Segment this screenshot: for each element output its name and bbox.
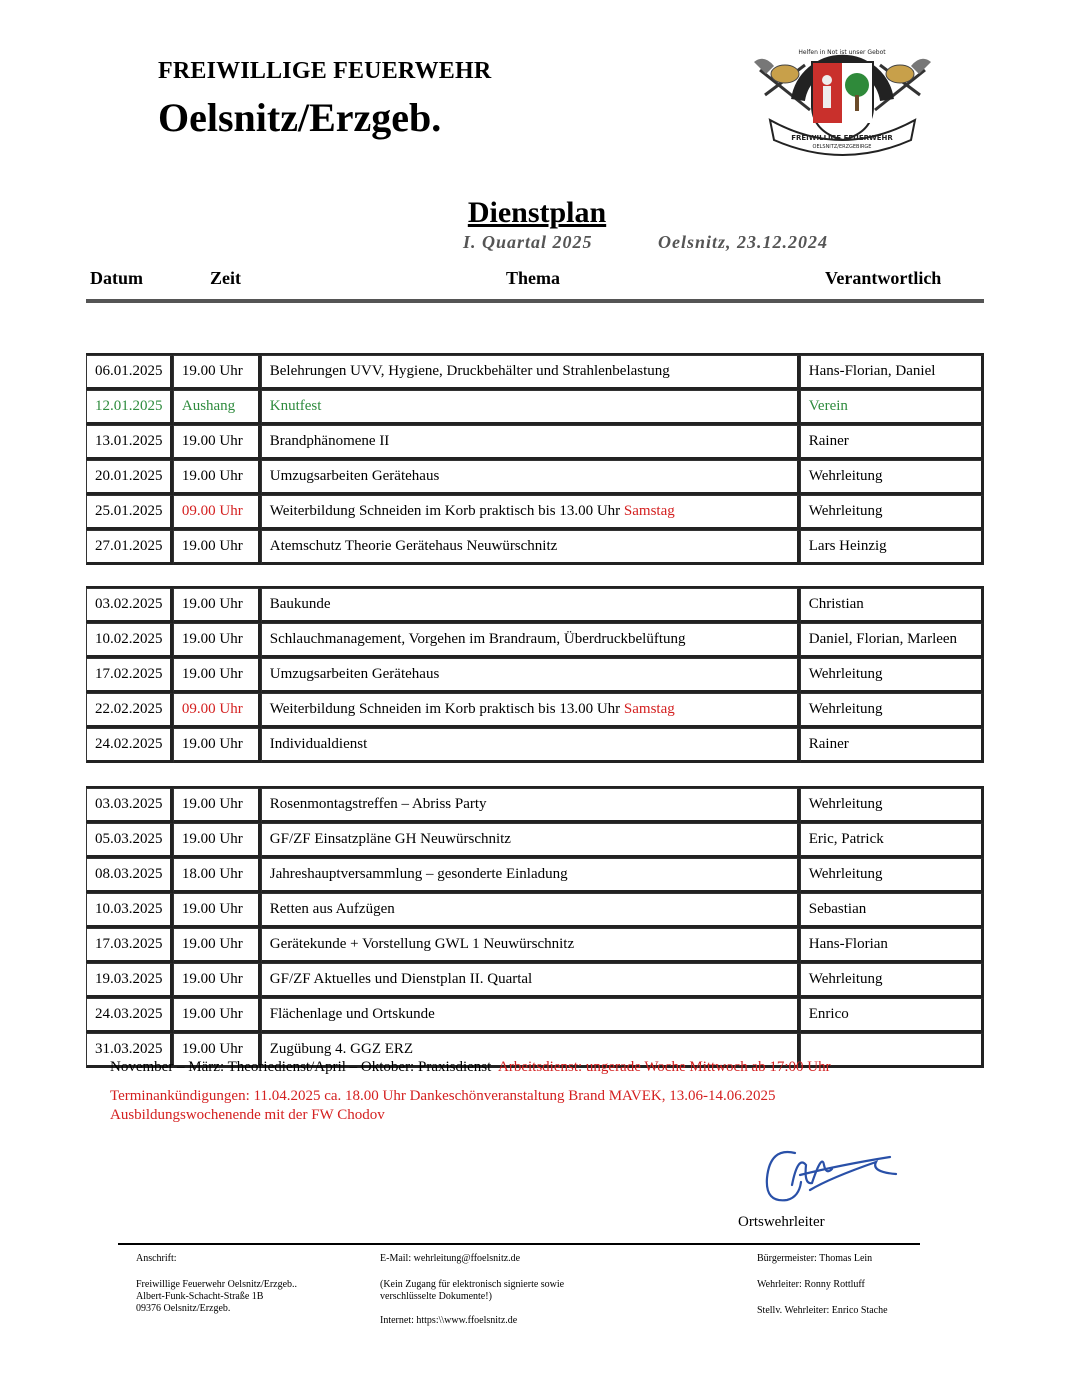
weekday-note: Samstag bbox=[623, 502, 675, 519]
cell-date bbox=[86, 588, 173, 623]
column-header-time: Zeit bbox=[210, 268, 241, 288]
cell-date bbox=[86, 728, 173, 763]
table-row bbox=[86, 928, 984, 963]
cell-responsible-text: Christian bbox=[808, 595, 864, 612]
cell-responsible-text: Wehrleitung bbox=[808, 795, 883, 812]
schedule-group-february bbox=[86, 586, 984, 763]
cell-time bbox=[173, 858, 261, 893]
cell-theme bbox=[261, 460, 800, 495]
cell-date bbox=[86, 998, 173, 1033]
cell-responsible-text: Wehrleitung bbox=[808, 467, 883, 484]
cell-responsible-text: Wehrleitung bbox=[808, 700, 883, 717]
cell-time-text: 09.00 Uhr bbox=[181, 502, 243, 519]
cell-responsible-text: Verein bbox=[808, 397, 848, 414]
place-date: Oelsnitz, 23.12.2024 bbox=[658, 232, 829, 252]
cell-responsible-text: Lars Heinzig bbox=[808, 537, 887, 554]
work-duty-note: Arbeitsdienst: ungerade Woche Mittwoch ab 17:00 Uhr bbox=[498, 1059, 831, 1075]
cell-theme bbox=[261, 728, 800, 763]
cell-responsible bbox=[800, 998, 984, 1033]
cell-date bbox=[86, 623, 173, 658]
cell-date bbox=[86, 530, 173, 565]
cell-theme-text: Knutfest bbox=[269, 397, 322, 414]
cell-theme-text: Umzugsarbeiten Gerätehaus bbox=[269, 665, 440, 682]
cell-responsible-text: Rainer bbox=[808, 735, 849, 752]
cell-date-text: 05.03.2025 bbox=[95, 830, 163, 847]
cell-time-text: 19.00 Uhr bbox=[181, 630, 243, 647]
cell-theme bbox=[261, 658, 800, 693]
table-row bbox=[86, 460, 984, 495]
cell-theme-text: Schlauchmanagement, Vorgehen im Brandraum, Überdruckbelüftung bbox=[269, 630, 686, 647]
cell-time bbox=[173, 963, 261, 998]
cell-theme-text: GF/ZF Aktuelles und Dienstplan II. Quartal bbox=[269, 970, 533, 987]
cell-time-text: 19.00 Uhr bbox=[181, 432, 243, 449]
table-row bbox=[86, 658, 984, 693]
cell-date bbox=[86, 460, 173, 495]
cell-time bbox=[173, 588, 261, 623]
cell-date-text: 17.02.2025 bbox=[95, 665, 163, 682]
service-note bbox=[110, 1059, 831, 1076]
signature-icon bbox=[740, 1135, 920, 1210]
cell-time bbox=[173, 893, 261, 928]
cell-date-text: 03.02.2025 bbox=[95, 595, 163, 612]
cell-date-text: 03.03.2025 bbox=[95, 795, 163, 812]
cell-time-text: 19.00 Uhr bbox=[181, 1040, 243, 1057]
cell-responsible-text: Wehrleitung bbox=[808, 970, 883, 987]
table-row bbox=[86, 588, 984, 623]
cell-time bbox=[173, 928, 261, 963]
cell-theme-text: Atemschutz Theorie Gerätehaus Neuwürschnitz bbox=[269, 537, 558, 554]
cell-theme-text: Flächenlage und Ortskunde bbox=[269, 1005, 435, 1022]
cell-date bbox=[86, 693, 173, 728]
cell-date bbox=[86, 858, 173, 893]
table-row bbox=[86, 530, 984, 565]
cell-responsible bbox=[800, 588, 984, 623]
table-row bbox=[86, 998, 984, 1033]
cell-responsible bbox=[800, 658, 984, 693]
table-row bbox=[86, 893, 984, 928]
cell-theme bbox=[261, 588, 800, 623]
cell-responsible bbox=[800, 355, 984, 390]
cell-date bbox=[86, 425, 173, 460]
cell-date-text: 27.01.2025 bbox=[95, 537, 163, 554]
announcement-line-2: Ausbildungswochenende mit der FW Chodov bbox=[110, 1107, 385, 1123]
cell-time-text: 19.00 Uhr bbox=[181, 970, 243, 987]
footer-email: E-Mail: wehrleitung@ffoelsnitz.de bbox=[380, 1253, 521, 1264]
cell-date bbox=[86, 893, 173, 928]
cell-responsible bbox=[800, 788, 984, 823]
cell-date-text: 10.02.2025 bbox=[95, 630, 163, 647]
quarter-label: I. Quartal 2025 bbox=[463, 232, 593, 252]
cell-responsible-text: Hans-Florian, Daniel bbox=[808, 362, 936, 379]
cell-date bbox=[86, 658, 173, 693]
cell-theme bbox=[261, 858, 800, 893]
cell-time bbox=[173, 693, 261, 728]
schedule-group-march bbox=[86, 786, 984, 1068]
cell-responsible-text: Wehrleitung bbox=[808, 865, 883, 882]
org-city: Oelsnitz/Erzgeb. bbox=[158, 95, 442, 140]
cell-responsible-text: Sebastian bbox=[808, 900, 867, 917]
cell-date bbox=[86, 928, 173, 963]
cell-date bbox=[86, 788, 173, 823]
cell-date bbox=[86, 963, 173, 998]
table-row bbox=[86, 495, 984, 530]
footer-address bbox=[136, 1253, 297, 1315]
cell-theme bbox=[261, 390, 800, 425]
cell-responsible bbox=[800, 858, 984, 893]
cell-time bbox=[173, 355, 261, 390]
cell-time-text: 19.00 Uhr bbox=[181, 362, 243, 379]
page-title: Dienstplan bbox=[467, 196, 607, 229]
cell-theme-text: Brandphänomene II bbox=[269, 432, 390, 449]
cell-time bbox=[173, 460, 261, 495]
footer-officials bbox=[757, 1253, 888, 1317]
cell-date-text: 12.01.2025 bbox=[95, 397, 163, 414]
cell-responsible-text: Enrico bbox=[808, 1005, 849, 1022]
cell-time-text: 19.00 Uhr bbox=[181, 735, 243, 752]
cell-time bbox=[173, 530, 261, 565]
cell-responsible bbox=[800, 425, 984, 460]
cell-theme-text: Belehrungen UVV, Hygiene, Druckbehälter und Strahlenbelastung bbox=[269, 362, 670, 379]
cell-time bbox=[173, 728, 261, 763]
footer-mayor: Bürgermeister: Thomas Lein bbox=[757, 1253, 873, 1264]
cell-theme bbox=[261, 998, 800, 1033]
cell-time-text: 19.00 Uhr bbox=[181, 1005, 243, 1022]
cell-time bbox=[173, 623, 261, 658]
footer-address-line: 09376 Oelsnitz/Erzgeb. bbox=[136, 1303, 231, 1314]
column-header-date: Datum bbox=[90, 268, 143, 288]
cell-date-text: 08.03.2025 bbox=[95, 865, 163, 882]
footer-address-line: Freiwillige Feuerwehr Oelsnitz/Erzgeb.. bbox=[136, 1279, 298, 1290]
cell-responsible-text: Rainer bbox=[808, 432, 849, 449]
table-row bbox=[86, 728, 984, 763]
cell-responsible-text: Wehrleitung bbox=[808, 502, 883, 519]
cell-date-text: 25.01.2025 bbox=[95, 502, 163, 519]
cell-time-text: 19.00 Uhr bbox=[181, 665, 243, 682]
cell-date bbox=[86, 823, 173, 858]
footer-rule bbox=[118, 1243, 920, 1245]
cell-date-text: 10.03.2025 bbox=[95, 900, 163, 917]
schedule-group-january bbox=[86, 353, 984, 565]
cell-date-text: 20.01.2025 bbox=[95, 467, 163, 484]
cell-time bbox=[173, 390, 261, 425]
cell-theme bbox=[261, 355, 800, 390]
cell-theme-text: Baukunde bbox=[269, 595, 331, 612]
cell-theme-text: GF/ZF Einsatzpläne GH Neuwürschnitz bbox=[269, 830, 511, 847]
table-row bbox=[86, 623, 984, 658]
cell-date bbox=[86, 355, 173, 390]
cell-theme-text: Retten aus Aufzügen bbox=[269, 900, 395, 917]
cell-time-text: Aushang bbox=[181, 397, 236, 414]
cell-time-text: 09.00 Uhr bbox=[181, 700, 243, 717]
cell-time bbox=[173, 998, 261, 1033]
cell-date bbox=[86, 495, 173, 530]
cell-responsible bbox=[800, 963, 984, 998]
cell-theme-text: Gerätekunde + Vorstellung GWL 1 Neuwürschnitz bbox=[269, 935, 575, 952]
cell-theme bbox=[261, 693, 800, 728]
cell-time bbox=[173, 658, 261, 693]
cell-theme-text: Weiterbildung Schneiden im Korb praktisch bis 13.00 Uhr bbox=[269, 700, 621, 717]
table-row bbox=[86, 355, 984, 390]
cell-responsible-text: Wehrleitung bbox=[808, 665, 883, 682]
cell-responsible bbox=[800, 460, 984, 495]
svg-text:FREIWILLIGE FEUERWEHR: FREIWILLIGE FEUERWEHR bbox=[791, 134, 893, 142]
footer-chief: Wehrleiter: Ronny Rottluff bbox=[757, 1279, 865, 1290]
announcements bbox=[110, 1087, 870, 1125]
column-header-theme: Thema bbox=[506, 268, 560, 288]
cell-date-text: 06.01.2025 bbox=[95, 362, 163, 379]
cell-responsible bbox=[800, 893, 984, 928]
fire-brigade-logo-icon bbox=[750, 40, 935, 158]
cell-date bbox=[86, 390, 173, 425]
svg-text:Helfen in Not ist unser Gebot: Helfen in Not ist unser Gebot bbox=[798, 49, 886, 56]
cell-time-text: 18.00 Uhr bbox=[181, 865, 243, 882]
cell-theme bbox=[261, 963, 800, 998]
cell-time-text: 19.00 Uhr bbox=[181, 830, 243, 847]
cell-time bbox=[173, 495, 261, 530]
announcement-line-1: Terminankündigungen: 11.04.2025 ca. 18.00 Uhr Dankeschönveranstaltung Brand MAVEK, 13.06-14.06.2025 bbox=[110, 1088, 776, 1104]
table-row bbox=[86, 963, 984, 998]
cell-responsible bbox=[800, 390, 984, 425]
footer-email-note: (Kein Zugang für elektronisch signierte sowie bbox=[380, 1279, 565, 1290]
table-row bbox=[86, 858, 984, 893]
cell-date-text: 31.03.2025 bbox=[95, 1040, 163, 1057]
cell-date-text: 24.03.2025 bbox=[95, 1005, 163, 1022]
footer-contact bbox=[380, 1253, 564, 1327]
cell-theme bbox=[261, 928, 800, 963]
table-row bbox=[86, 390, 984, 425]
cell-time-text: 19.00 Uhr bbox=[181, 537, 243, 554]
cell-responsible bbox=[800, 623, 984, 658]
cell-theme bbox=[261, 425, 800, 460]
header-rule bbox=[86, 299, 984, 303]
cell-time bbox=[173, 788, 261, 823]
cell-theme-text: Zugübung 4. GGZ ERZ bbox=[269, 1040, 414, 1057]
cell-date-text: 19.03.2025 bbox=[95, 970, 163, 987]
table-row bbox=[86, 823, 984, 858]
cell-responsible bbox=[800, 728, 984, 763]
cell-time-text: 19.00 Uhr bbox=[181, 935, 243, 952]
cell-time-text: 19.00 Uhr bbox=[181, 795, 243, 812]
cell-theme bbox=[261, 530, 800, 565]
cell-theme-text: Umzugsarbeiten Gerätehaus bbox=[269, 467, 440, 484]
cell-responsible bbox=[800, 693, 984, 728]
cell-theme bbox=[261, 893, 800, 928]
cell-theme bbox=[261, 623, 800, 658]
cell-theme bbox=[261, 788, 800, 823]
footer-email-note: verschlüsselte Dokumente!) bbox=[380, 1291, 492, 1302]
cell-time bbox=[173, 425, 261, 460]
cell-theme bbox=[261, 495, 800, 530]
signature-label: Ortswehrleiter bbox=[738, 1214, 825, 1230]
org-name: FREIWILLIGE FEUERWEHR bbox=[158, 58, 492, 84]
cell-responsible bbox=[800, 530, 984, 565]
cell-time-text: 19.00 Uhr bbox=[181, 900, 243, 917]
cell-responsible-text: Daniel, Florian, Marleen bbox=[808, 630, 958, 647]
service-note-text: November – März: Theoriedienst/April – Oktober: Praxisdienst bbox=[110, 1059, 492, 1075]
cell-responsible-text: Hans-Florian bbox=[808, 935, 888, 952]
cell-date-text: 13.01.2025 bbox=[95, 432, 163, 449]
footer-internet: Internet: https:\\www.ffoelsnitz.de bbox=[380, 1315, 518, 1326]
cell-responsible-text: Eric, Patrick bbox=[808, 830, 884, 847]
column-header-responsible: Verantwortlich bbox=[825, 268, 942, 288]
cell-time bbox=[173, 823, 261, 858]
svg-text:OELSNITZ/ERZGEBIRGE: OELSNITZ/ERZGEBIRGE bbox=[812, 144, 872, 150]
cell-theme bbox=[261, 823, 800, 858]
footer-deputy: Stellv. Wehrleiter: Enrico Stache bbox=[757, 1305, 888, 1316]
cell-theme-text: Rosenmontagstreffen – Abriss Party bbox=[269, 795, 487, 812]
weekday-note: Samstag bbox=[623, 700, 675, 717]
cell-theme-text: Weiterbildung Schneiden im Korb praktisch bis 13.00 Uhr bbox=[269, 502, 621, 519]
footer-address-line: Albert-Funk-Schacht-Straße 1B bbox=[136, 1291, 264, 1302]
cell-responsible bbox=[800, 495, 984, 530]
cell-time-text: 19.00 Uhr bbox=[181, 467, 243, 484]
cell-responsible bbox=[800, 823, 984, 858]
cell-date-text: 24.02.2025 bbox=[95, 735, 163, 752]
table-row bbox=[86, 693, 984, 728]
cell-theme-text: Individualdienst bbox=[269, 735, 368, 752]
cell-date-text: 17.03.2025 bbox=[95, 935, 163, 952]
cell-theme-text: Jahreshauptversammlung – gesonderte Einladung bbox=[269, 865, 568, 882]
table-row bbox=[86, 425, 984, 460]
cell-responsible bbox=[800, 928, 984, 963]
cell-time-text: 19.00 Uhr bbox=[181, 595, 243, 612]
table-row bbox=[86, 788, 984, 823]
footer-address-label: Anschrift: bbox=[136, 1253, 177, 1264]
cell-date-text: 22.02.2025 bbox=[95, 700, 163, 717]
